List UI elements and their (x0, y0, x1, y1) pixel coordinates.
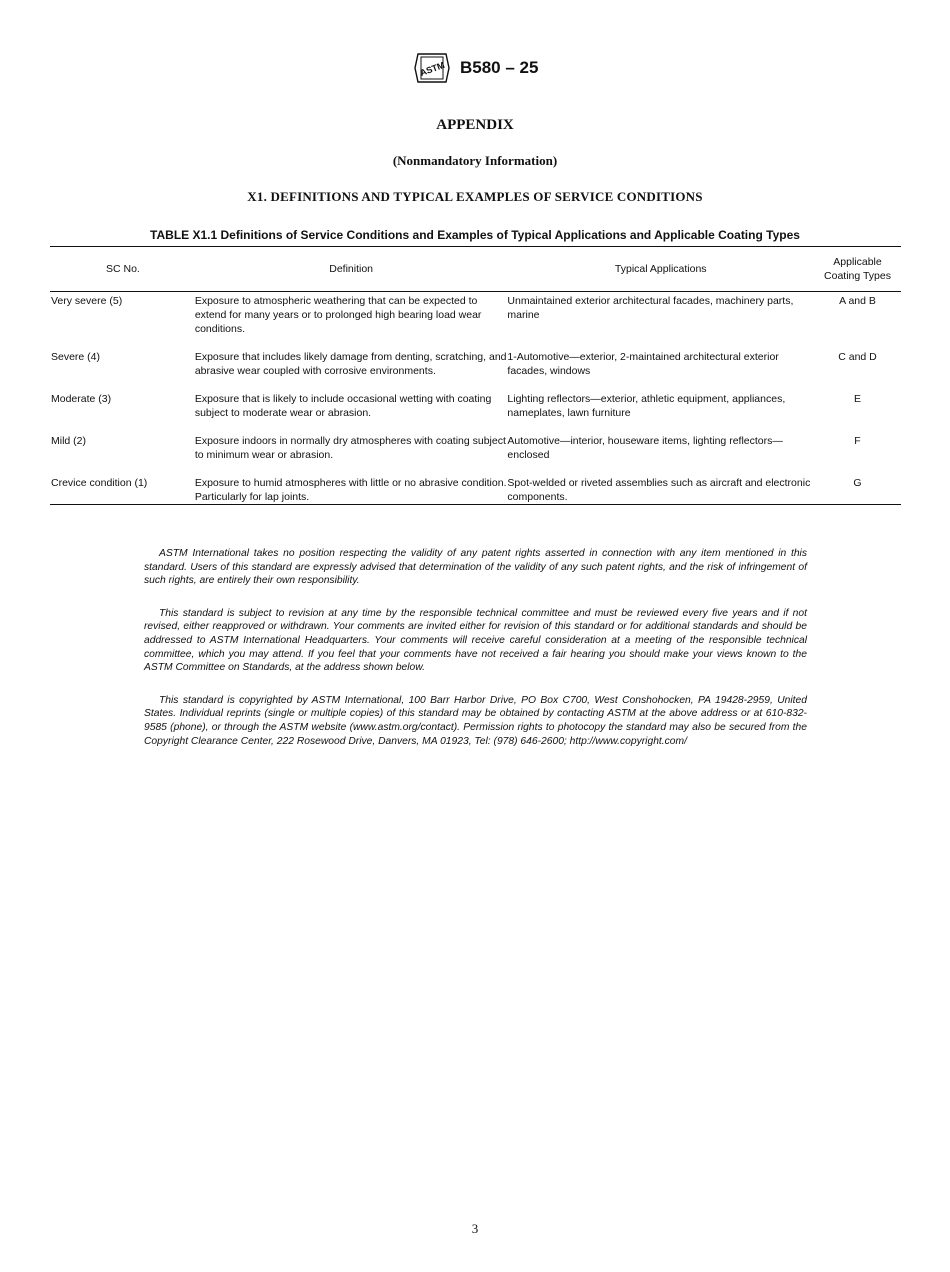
cell-definition: Exposure to atmospheric weathering that can be expected to extend for many years or to prolonged high bearing load wear conditions. (194, 295, 482, 335)
header-coating-types: Applicable Coating Types (814, 247, 901, 292)
cell-applications: Spot-welded or riveted assemblies such as aircraft and electronic components. (507, 477, 811, 503)
cell-applications: Lighting reflectors—exterior, athletic equipment, appliances, nameplates, lawn furniture (507, 393, 786, 419)
cell-coating: F (854, 435, 861, 447)
legal-notes (144, 547, 807, 767)
copyright-notice: This standard is copyrighted by ASTM International, 100 Barr Harbor Drive, PO Box C700, West Conshohocken, PA 19428-2959, United States. Individual reprints (single or multiple copies) of this standard may be obtained by contacting ASTM at the above address or at 610-832-9585 (phone), or through the ASTM website (www.astm.org/contact). Permission rights to photocopy the standard may also be secured from the Copyright Clearance Center, 222 Rosewood Drive, Danvers, MA 01923, Tel: (978) 646-2600; http://www.copyright.com/ (144, 694, 807, 747)
cell-definition: Exposure indoors in normally dry atmospheres with coating subject to minimum wear or abrasion. (194, 435, 506, 461)
cell-coating: A and B (839, 295, 876, 307)
table-row (50, 474, 901, 505)
cell-coating: C and D (838, 351, 877, 363)
table-caption: TABLE X1.1 Definitions of Service Conditions and Examples of Typical Applications and Applicable Coating Types (150, 228, 800, 242)
header-sc-no: SC No. (50, 247, 195, 292)
table-row (50, 432, 901, 474)
revision-notice: This standard is subject to revision at any time by the responsible technical committee and must be reviewed every five years and if not revised, either reapproved or withdrawn. Your comments are invited either for revision of this standard or for additional standards and should be addressed to ASTM International Headquarters. Your comments will receive careful consideration at a meeting of the responsible technical committee, which you may attend. If you feel that your comments have not received a fair hearing you should make your views known to the ASTM Committee on Standards, at the address shown below. (144, 607, 807, 674)
astm-logo (412, 50, 452, 86)
page-number: 3 (471, 1221, 479, 1236)
cell-sc: Moderate (3) (51, 393, 112, 405)
section-title: X1. DEFINITIONS AND TYPICAL EXAMPLES OF SERVICE CONDITIONS (247, 189, 703, 204)
table-row (50, 390, 901, 432)
patent-notice: ASTM International takes no position respecting the validity of any patent rights asserted in connection with any item mentioned in this standard. Users of this standard are expressly advised that determination of the validity of any such patent rights, and the risk of infringement of such rights, are entirely their own responsibility. (144, 548, 807, 587)
header-typical-applications: Typical Applications (507, 247, 814, 292)
header-definition: Definition (195, 247, 508, 292)
cell-coating: G (853, 477, 862, 489)
cell-definition: Exposure that is likely to include occasional wetting with coating subject to moderate wear or abrasion. (194, 393, 492, 419)
standard-designation: B580 – 25 (460, 58, 539, 77)
cell-applications: Automotive—interior, houseware items, lighting reflectors—enclosed (507, 435, 783, 461)
cell-sc: Severe (4) (51, 351, 101, 363)
page-header (0, 50, 950, 86)
table-header-row (50, 247, 901, 292)
svg-text:ASTM: ASTM (418, 59, 446, 78)
cell-sc: Crevice condition (1) (51, 477, 148, 489)
cell-definition: Exposure to humid atmospheres with little or no abrasive condition. Particularly for lap joints. (194, 477, 507, 503)
appendix-title: APPENDIX (436, 117, 514, 133)
table-row (50, 348, 901, 390)
cell-applications: Unmaintained exterior architectural facades, machinery parts, marine (507, 295, 794, 321)
cell-sc: Mild (2) (51, 435, 87, 447)
cell-applications: 1-Automotive—exterior, 2-maintained architectural exterior facades, windows (507, 351, 779, 377)
table-row (50, 292, 901, 349)
service-conditions-table (50, 246, 901, 505)
cell-coating: E (854, 393, 862, 405)
cell-definition: Exposure that includes likely damage from denting, scratching, and abrasive wear coupled with corrosive environments. (194, 351, 507, 377)
cell-sc: Very severe (5) (51, 295, 123, 307)
appendix-subtitle: (Nonmandatory Information) (392, 153, 558, 168)
